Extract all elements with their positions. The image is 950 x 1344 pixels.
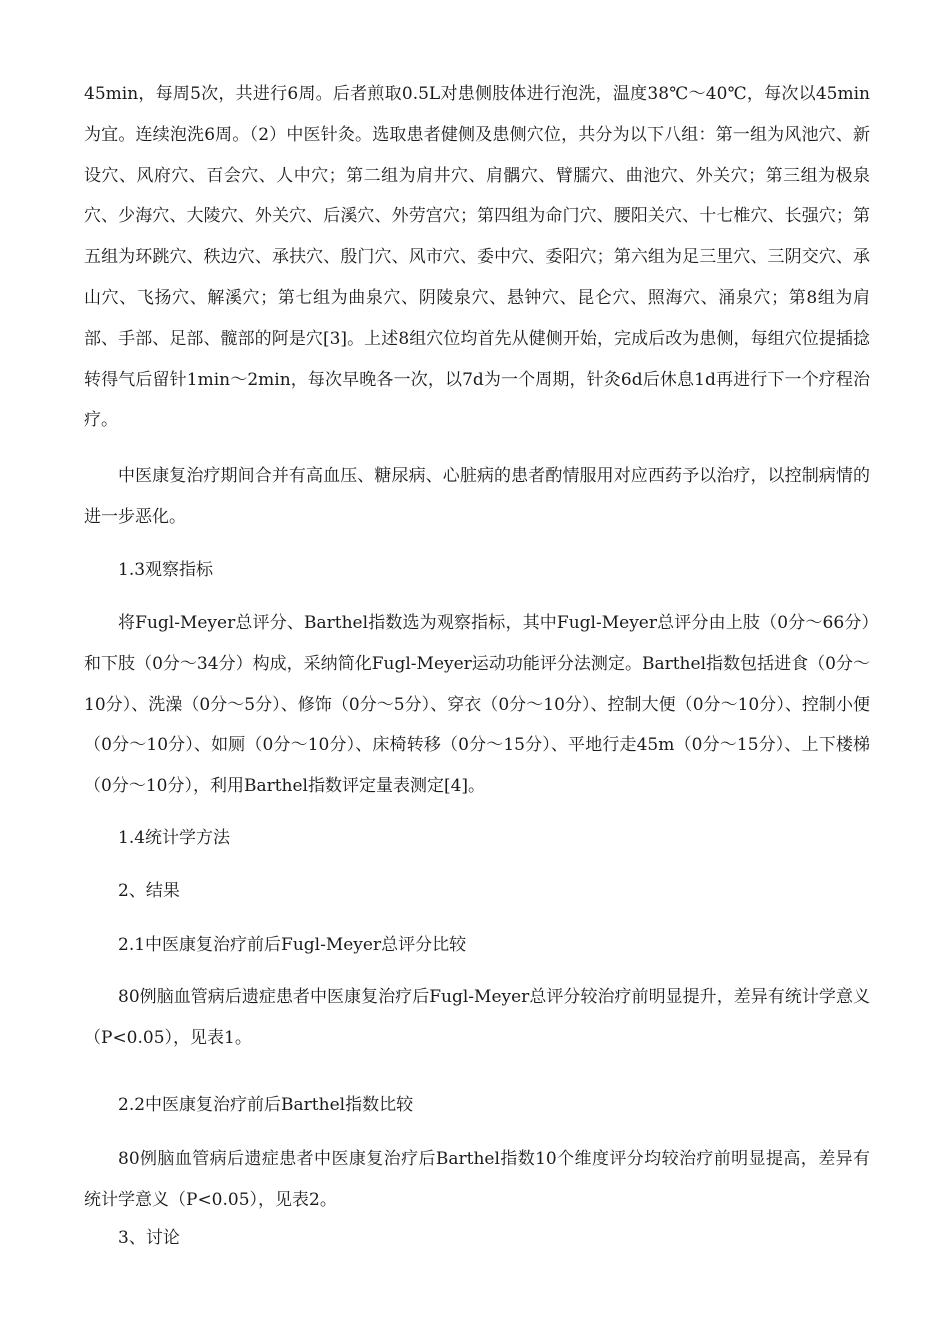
paragraph-western-medicine: 中医康复治疗期间合并有高血压、糖尿病、心脏病的患者酌情服用对应西药予以治疗，以控制病情的进一步恶化。 bbox=[84, 466, 870, 527]
paragraph-observation-indicators: 将Fugl-Meyer总评分、Barthel指数选为观察指标，其中Fugl-Meyer总评分由上肢（0分～66分）和下肢（0分～34分）构成，采纳简化Fugl-Meyer运动功能评分法测定。Barthel指数包括进食（0分～10分）、洗澡（0分～5分）、修饰（0分～5分）、穿衣（0分～10分）、控制大便（0分～10分）、控制小便（0分～10分）、如厕（0分～10分）、床椅转移（0分～15分）、平地行走45m（0分～15分）、上下楼梯（0分～10分），利用Barthel指数评定量表测定[4]。 bbox=[84, 613, 870, 797]
paragraph-treatment-methods: 45min，每周5次，共进行6周。后者煎取0.5L对患侧肢体进行泡洗，温度38℃～40℃，每次以45min为宜。连续泡洗6周。（2）中医针灸。选取患者健侧及患侧穴位，共分为以下八组：第一组为风池穴、新设穴、风府穴、百会穴、人中穴；第二组为肩井穴、肩髃穴、臂臑穴、曲池穴、外关穴；第三组为极泉穴、少海穴、大陵穴、外关穴、后溪穴、外劳宫穴；第四组为命门穴、腰阳关穴、十七椎穴、长强穴；第五组为环跳穴、秩边穴、承扶穴、殷门穴、风市穴、委中穴、委阳穴；第六组为足三里穴、三阴交穴、承山穴、飞扬穴、解溪穴；第七组为曲泉穴、阴陵泉穴、悬钟穴、昆仑穴、照海穴、涌泉穴；第8组为肩部、手部、足部、髋部的阿是穴[3]。上述8组穴位均首先从健侧开始，完成后改为患侧，每组穴位提插捻转得气后留针1min～2min，每次早晚各一次，以7d为一个周期，针灸6d后休息1d再进行下一个疗程治疗。 bbox=[84, 84, 870, 431]
heading-results: 2、结果 bbox=[118, 881, 180, 901]
heading-observation-indicators: 1.3观察指标 bbox=[118, 560, 214, 580]
heading-discussion: 3、讨论 bbox=[118, 1228, 180, 1248]
heading-statistical-methods: 1.4统计学方法 bbox=[118, 828, 231, 848]
paragraph-barthel-result: 80例脑血管病后遗症患者中医康复治疗后Barthel指数10个维度评分均较治疗前明显提高，差异有统计学意义（P<0.05），见表2。 bbox=[84, 1149, 870, 1210]
heading-fugl-meyer-comparison: 2.1中医康复治疗前后Fugl-Meyer总评分比较 bbox=[118, 935, 467, 955]
heading-barthel-comparison: 2.2中医康复治疗前后Barthel指数比较 bbox=[118, 1095, 414, 1115]
paragraph-fugl-meyer-result: 80例脑血管病后遗症患者中医康复治疗后Fugl-Meyer总评分较治疗前明显提升，差异有统计学意义（P<0.05），见表1。 bbox=[84, 987, 870, 1048]
